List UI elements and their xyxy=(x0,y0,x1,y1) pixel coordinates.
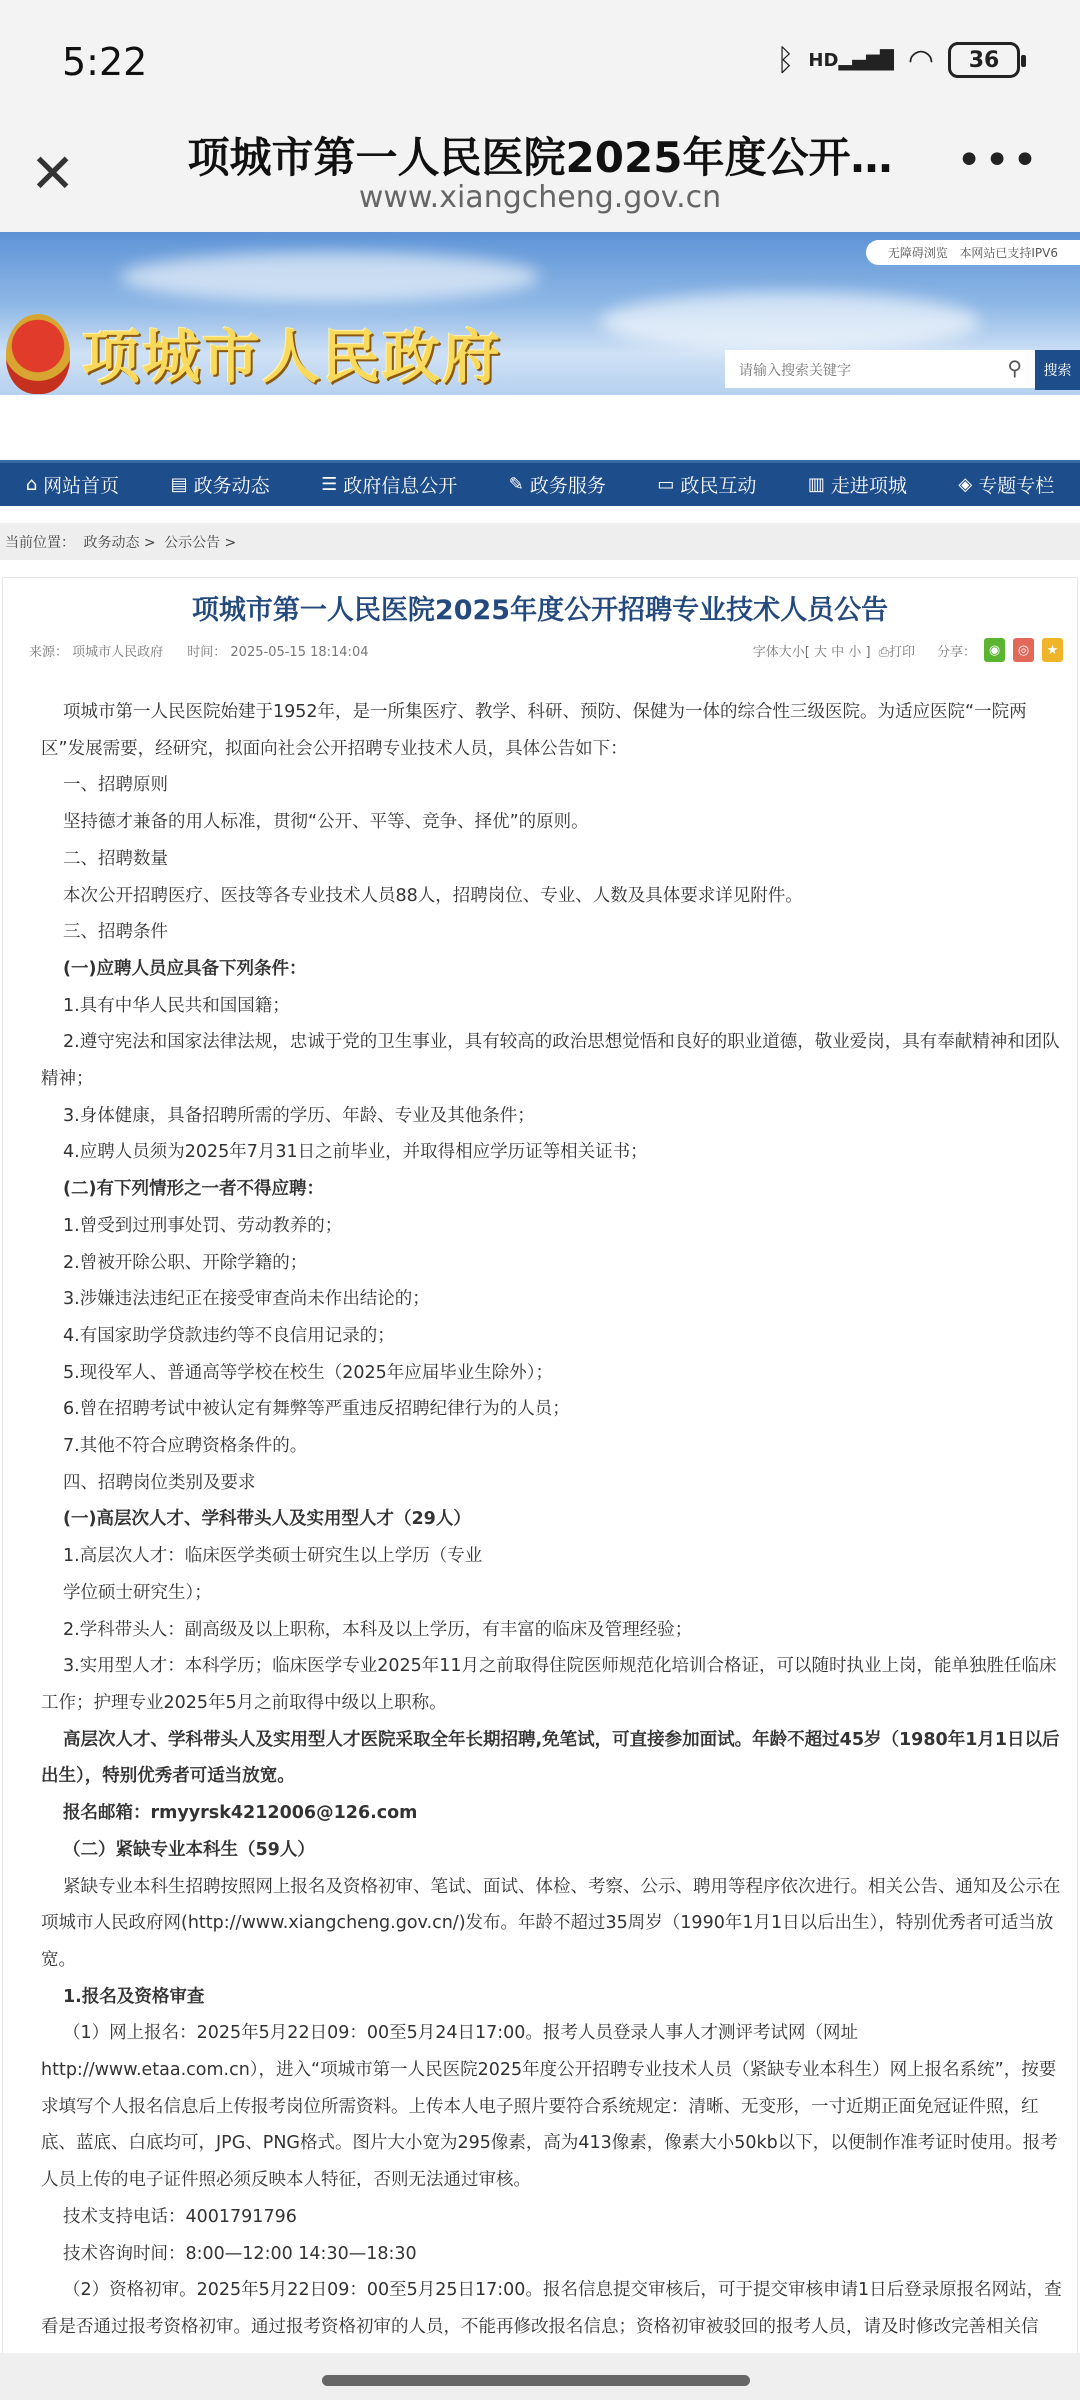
article-paragraph: 3.身体健康，具备招聘所需的学历、年龄、专业及其他条件； xyxy=(63,1105,535,1126)
home-icon: ⌂ xyxy=(25,474,38,495)
font-size-label: 字体大小[ xyxy=(752,644,810,660)
nav-news[interactable] xyxy=(171,471,270,498)
breadcrumb-link[interactable]: 公示公告 > xyxy=(164,535,237,551)
article-paragraph: 一、招聘原则 xyxy=(63,775,168,796)
wifi-icon: ◠ xyxy=(907,42,934,78)
status-icons xyxy=(776,42,1020,78)
top-links xyxy=(866,240,1080,265)
article-paragraph: 3.实用型人才：本科学历；临床医学专业2025年11月之前取得住院医师规范化培训合格证，可以随时执业上岗，能单独胜任临床工作；护理专业2025年5月之前取得中级以上职称。 xyxy=(41,1656,1057,1713)
message-icon: ▭ xyxy=(657,474,675,495)
bluetooth-icon: ᛒ xyxy=(776,42,795,78)
font-size-medium[interactable]: 中 xyxy=(831,644,845,660)
gesture-bar xyxy=(0,2353,1080,2400)
article-paragraph: 5.现役军人、普通高等学校在校生（2025年应届毕业生除外）； xyxy=(63,1362,553,1383)
nav-label: 网站首页 xyxy=(43,475,120,497)
breadcrumb xyxy=(0,523,1080,560)
article-source: 来源： 项城市人民政府 xyxy=(29,644,164,660)
print-label: 打印 xyxy=(888,644,915,660)
article-paragraph: 坚持德才兼备的用人标准，贯彻“公开、平等、竞争、择优”的原则。 xyxy=(63,812,589,833)
layers-icon: ◈ xyxy=(958,474,973,495)
file-list-icon: ☰ xyxy=(321,474,338,495)
article-paragraph: 二、招聘数量 xyxy=(63,848,168,869)
building-icon: ▥ xyxy=(807,474,825,495)
nav-info-disclosure[interactable] xyxy=(321,471,457,498)
article-paragraph: 技术咨询时间：8:00—12:00 14:30—18:30 xyxy=(63,2243,417,2264)
article-paragraph: 2.学科带头人：副高级及以上职称，本科及以上学历，有丰富的临床及管理经验； xyxy=(63,1619,693,1640)
home-gesture-handle[interactable] xyxy=(322,2375,750,2386)
article-paragraph: 报名邮箱：rmyyrsk4212006@126.com xyxy=(63,1803,418,1824)
article-paragraph: 三、招聘条件 xyxy=(63,922,168,943)
article-paragraph: 技术支持电话：4001791796 xyxy=(63,2206,297,2227)
signal-icon: HD▂▄▆█ xyxy=(808,49,894,71)
page-url[interactable]: www.xiangcheng.gov.cn xyxy=(358,180,722,215)
site-name: 项城市人民政府 xyxy=(82,323,503,391)
article-paragraph: (一)应聘人员应具备下列条件： xyxy=(63,958,307,979)
article-paragraph: （二）紧缺专业本科生（59人） xyxy=(63,1839,315,1860)
printer-icon: ⎙ xyxy=(878,644,889,660)
article-paragraph: 四、招聘岗位类别及要求 xyxy=(63,1472,256,1493)
network-type: HD xyxy=(808,49,839,71)
article-paragraph: (二)有下列情形之一者不得应聘： xyxy=(63,1179,324,1200)
article-paragraph: 7.其他不符合应聘资格条件的。 xyxy=(63,1436,308,1457)
nav-label: 专题专栏 xyxy=(978,475,1055,497)
close-icon[interactable]: ✕ xyxy=(30,142,76,205)
article-paragraph: 1.具有中华人民共和国国籍； xyxy=(63,995,290,1016)
cloud-decoration xyxy=(120,252,540,302)
breadcrumb-link[interactable]: 政务动态 > xyxy=(83,535,156,551)
national-emblem-logo xyxy=(6,314,70,394)
font-size-small[interactable]: 小 xyxy=(848,644,862,660)
article-paragraph: 4.应聘人员须为2025年7月31日之前毕业，并取得相应学历证等相关证书； xyxy=(63,1142,648,1163)
nav-label: 政府信息公开 xyxy=(343,475,458,497)
search-icon[interactable]: ⚲ xyxy=(1007,356,1022,380)
article-paragraph: 4.有国家助学贷款违约等不良信用记录的； xyxy=(63,1325,395,1346)
weibo-share-icon[interactable]: ◎ xyxy=(1013,638,1034,662)
accessibility-link[interactable]: 无障碍浏览 xyxy=(887,246,948,260)
article-paragraph: 紧缺专业本科生招聘按照网上报名及资格初审、笔试、面试、体检、考察、公示、聘用等程序依次进行。相关公告、通知及公示在项城市人民政府网(http://www.xiangcheng.gov.cn/)发布。年龄不超过35周岁（1990年1月1日以后出生），特别优秀者可适当放宽。 xyxy=(41,1876,1061,1970)
service-icon: ✎ xyxy=(508,474,524,495)
article-paragraph: （2）资格初审。2025年5月22日09：00至5月25日17:00。报名信息提交审核后，可于提交审核申请1日后登录原报名网站，查看是否通过报考资格初审。通过报考资格初审的人员，不能再修改报名信息；资格初审被驳回的报考人员，请及时修改完善相关信 xyxy=(41,2280,1062,2337)
article-paragraph: (一)高层次人才、学科带头人及实用型人才（29人） xyxy=(63,1509,471,1530)
article-paragraph: 项城市第一人民医院始建于1952年，是一所集医疗、教学、科研、预防、保健为一体的综合性三级医院。为适应医院“一院两区”发展需要，经研究，拟面向社会公开招聘专业技术人员，具体公告如下： xyxy=(41,702,1027,759)
article-paragraph: 本次公开招聘医疗、医技等各专业技术人员88人，招聘岗位、专业、人数及具体要求详见附件。 xyxy=(63,885,803,906)
article-paragraph: 1.报名及资格审查 xyxy=(63,1986,205,2007)
nav-label: 政民互动 xyxy=(680,475,757,497)
page-title: 项城市第一人民医院2025年度公开… xyxy=(187,133,893,182)
nav-label: 政务服务 xyxy=(529,475,606,497)
article-title: 项城市第一人民医院2025年度公开招聘专业技术人员公告 xyxy=(191,595,889,626)
print-button[interactable] xyxy=(879,641,915,660)
article-body xyxy=(41,694,1067,2382)
article-paragraph: 学位硕士研究生）； xyxy=(63,1582,212,1603)
article-paragraph: （1）网上报名：2025年5月22日09：00至5月24日17:00。报考人员登录人事人才测评考试网（网址http://www.etaa.com.cn），进入“项城市第一人民医院2025年度公开招聘专业技术人员（紧缺专业本科生）网上报名系统”，按要求填写个人报名信息后上传报考岗位所需资料。上传本人电子照片要符合系统规定：清晰、无变形，一寸近期正面免冠证件照，红底、蓝底、白底均可，JPG、PNG格式。图片大小宽为295像素，高为413像素，像素大小50kb以下，以便制作准考证时使用。报考人员上传的电子证件照必须反映本人特征，否则无法通过审核。 xyxy=(41,2023,1058,2191)
font-size-bracket: ] xyxy=(865,644,871,660)
nav-label: 走进项城 xyxy=(830,475,907,497)
font-size-large[interactable]: 大 xyxy=(814,644,828,660)
nav-about[interactable] xyxy=(808,471,907,498)
nav-home[interactable] xyxy=(26,471,119,498)
favorite-share-icon[interactable]: ★ xyxy=(1042,638,1063,662)
status-time: 5:22 xyxy=(62,40,148,84)
search-button[interactable]: 搜索 xyxy=(1035,350,1080,390)
breadcrumb-prefix: 当前位置： xyxy=(5,535,75,551)
article-paragraph: 6.曾在招聘考试中被认定有舞弊等严重违反招聘纪律行为的人员； xyxy=(63,1399,570,1420)
nav-interaction[interactable] xyxy=(657,471,756,498)
article xyxy=(2,577,1078,2377)
nav-topics[interactable] xyxy=(958,471,1054,498)
browser-toolbar xyxy=(0,125,1080,232)
article-paragraph: 高层次人才、学科带头人及实用型人才医院采取全年长期招聘,免笔试，可直接参加面试。年龄不超过45岁（1980年1月1日以后出生），特别优秀者可适当放宽。 xyxy=(41,1729,1060,1787)
battery-icon: 36 xyxy=(948,42,1020,78)
article-paragraph: 2.遵守宪法和国家法律法规，忠诚于党的卫生事业，具有较高的政治思想觉悟和良好的职业道德，敬业爱岗，具有奉献精神和团队精神； xyxy=(41,1032,1060,1090)
main-nav xyxy=(0,460,1080,506)
ipv6-notice: 本网站已支持IPV6 xyxy=(959,246,1058,260)
document-icon: ▤ xyxy=(170,474,188,495)
wechat-share-icon[interactable]: ◉ xyxy=(984,638,1005,662)
search-input[interactable]: 请输入搜索关键字 xyxy=(725,350,1035,388)
status-bar xyxy=(0,0,1080,125)
article-paragraph: 2.曾被开除公职、开除学籍的； xyxy=(63,1252,308,1273)
article-paragraph: 1.高层次人才：临床医学类硕士研究生以上学历（专业 xyxy=(63,1546,483,1567)
article-paragraph: 3.涉嫌违法违纪正在接受审查尚未作出结论的； xyxy=(63,1289,430,1310)
share-label: 分享： xyxy=(936,644,976,660)
cloud-decoration xyxy=(600,292,980,352)
article-meta xyxy=(29,638,1063,662)
web-page xyxy=(0,232,1080,2353)
article-time: 时间： 2025-05-15 18:14:04 xyxy=(187,644,369,660)
nav-label: 政务动态 xyxy=(193,475,270,497)
article-paragraph: 1.曾受到过刑事处罚、劳动教养的； xyxy=(63,1215,343,1236)
nav-services[interactable] xyxy=(509,471,606,498)
more-menu-icon[interactable]: ••• xyxy=(956,135,1040,186)
